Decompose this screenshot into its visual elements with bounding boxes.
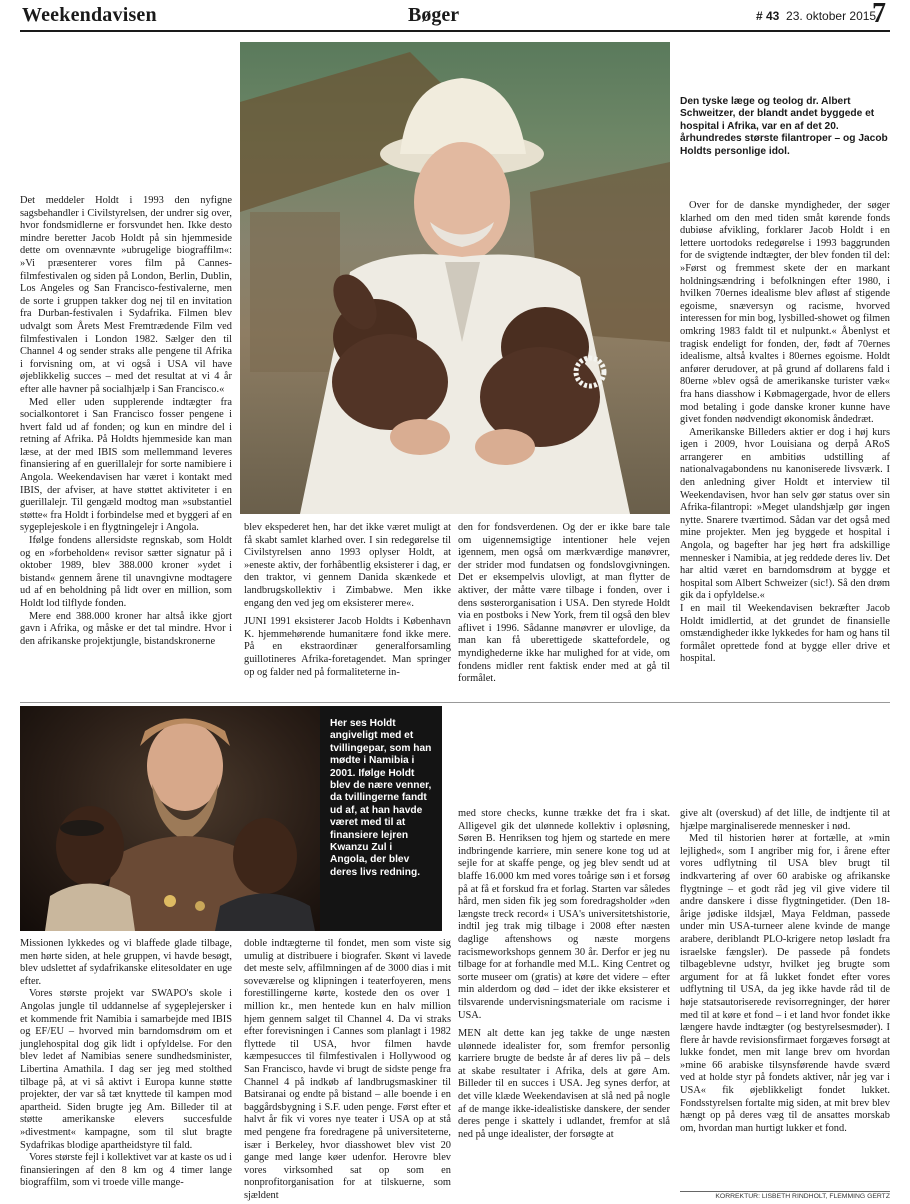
column-5 — [20, 938, 232, 1189]
header-rule — [20, 30, 890, 32]
paragraph: Missionen lykkedes og vi blaffede glade tilbage, men hørte siden, at hele gruppen, vi havde besøgt, blev udslettet af sydafrikanske elitesoldater en uge efter. — [20, 938, 232, 987]
paragraph: give alt (overskud) af det lille, de indtjente til at hjælpe marginaliserede mennesker i nød. — [680, 808, 890, 832]
column-8 — [680, 808, 890, 1188]
paragraph: blev ekspederet hen, har det ikke været muligt at få skabt samlet klarhed over. I sin redegørelse til Civilstyrelsen anno 1993 oplyser Holdt, at »eneste aktiv, der forhåbentlig eksisterer i dag, er den traktor, vi gennem Danida skænkede et landbrugskollektiv i Zimbabwe. Men ikke engang den ved jeg om eksisterer mere«. — [244, 522, 451, 609]
paragraph: JUNI 1991 eksisterer Jacob Holdts i København K. hjemmehørende humanitære fond ikke mere. På en ekstraordinær generalforsamling guillotineres Afrika-foretagendet. Man springer op og falder ned på formaliteterne in- — [244, 616, 451, 678]
paragraph: Det meddeler Holdt i 1993 den nyfigne sagsbehandler i Civilstyrelsen, der undrer sig over, hvor fondsmidlerne er forsvundet hen. Ikke desto mindre beretter Jacob Holdt på sin hjemmeside dette om ovennævnte »ubrugelige biograffilm«: »Vi præsenterer vores film på Cannes-filmfestivalen og siden på London, Berlin, Dublin, Los Angeles og San Francisco-festivalerne, men de sorte i gruppen takker dog nej til en invitation fra Durban-festivalen i Sydafrika. Filmen blev udvalgt som Årets Mest Fremtrædende Film ved filmfestivalen i London 1982. Sælger den til Channel 4 og sender straks alle pengene til Afrika i forvisning om, at vi også i USA vil have øjeblikkelig succes – med det resultat at vi 4 år efter alle havner på socialhjælp i San Francisco.« — [20, 195, 232, 395]
section-divider — [20, 702, 890, 703]
column-1 — [20, 195, 232, 697]
proofreading-credit: KORREKTUR: LISBETH RINDHOLT, FLEMMING GERTZ — [715, 1193, 890, 1200]
paragraph: doble indtægterne til fondet, men som viste sig umulig at distribuere i biografer. Skønt vi lavede det meste selv, affilmningen af de 3000 dias i mit soveværelse og klipningen i teaterfoyeren, mens forestillingerne kørte, kostede den os over 1 million kr., men hentede kun en halv million hjem gennem salget til Channel 4. Da vi straks efter forevisningen i Cannes som planlagt i 1982 flyttede til USA, hvor filmen havde kæmpesucces til filmfestivalen i Hollywood og San Francisco, havde vi brugt de sidste penge fra Channel 4 på indkøb af landbrugsmaskiner til Batsiranai og endte på bistand – alle boende i en baggårdsbygning i S.F. uden penge. Først efter et halvt år fik vi vores nye teater i USA op at stå med pengene fra foredragene på universiteterne, især i Berkeley, hvor diasshowet blev vist 20 gange med lange køer udenfor. Herovre blev vores virksomhed sat op som en nonprofitorganisation for at tilskuerne, som sjældent — [244, 938, 451, 1201]
issue-info — [756, 9, 876, 23]
holdt-twins-illustration — [20, 706, 320, 931]
schweitzer-caption: Den tyske læge og teolog dr. Albert Schweitzer, der blandt andet byggede et hospital i Afrika, var en af det 20. århundredes største filantroper – og Jacob Holdts personlige idol. — [680, 96, 888, 157]
column-7 — [458, 808, 670, 1186]
paragraph: Vores største fejl i kollektivet var at kaste os ud i finansieringen af den 8 km og 4 timer lange biograffilm, som vi troede ville mange- — [20, 1152, 232, 1189]
holdt-twins-caption: Her ses Holdt angiveligt med et tvillingepar, som han mødte i Namibia i 2001. Ifølge Holdt blev de nære venner, da tvillingerne fandt ud af, at han havde været med til at finansiere lejren Kwanzu Zul i Angola, der blev deres livs redning. — [330, 718, 432, 878]
holdt-twins-caption-box — [320, 706, 442, 931]
column-6 — [244, 938, 451, 1201]
paragraph: MEN alt dette kan jeg takke de unge næsten ulønnede idealister for, som fremfor personlig karriere brugte de bedste år af deres liv på – dels at skabe resultater i Afrika, dels at gøre Am. Billeder til en succes i USA. Jeg synes derfor, at det ville klæde Weekendavisen at slå ned på nogle af de mange ikke-idealistiske danskere, der sender deres penge i skattely i udlandet, fremfor at slå ned på unge idealister, der forsøgte at — [458, 1028, 670, 1140]
column-3 — [458, 522, 670, 697]
masthead: Weekendavisen — [22, 4, 157, 26]
paragraph: Over for de danske myndigheder, der søger klarhed om den med tiden småt kørende fonds dubiøse afvikling, forklarer Jacob Holdt i en lettere uortodoks redegørelse i 1993 baggrunden for de svigtende indtægter, der blev fonden til del: »Først og fremmest skete der en markant holdningsændring i befolkningen efter 1980, i hvilken 70ernes idealisme blev afløst af stigende egoisme, snæversyn og racisme, hvorved interessen for min bog, lysbilled-showet og filmen omkring 1983 faldt til et nulpunkt.« Åbenlyst et tragisk endeligt for fonden, der, født af 70ernes idealisme, altså kvaltes i 80ernes egoisme. Holdt anfører derudover, at på grund af dollarens fald i 80erne »blev også de amerikanske turister væk« fra hans diasshow i Købmagergade, hvor de ellers mod betaling i gode danske kroner kunne have givet fonden nødvendigt økonomisk åndedræt. — [680, 200, 890, 426]
paragraph: Med til historien hører at fortælle, at »min lejlighed«, som I angriber mig for, i årene efter vores udflytning til USA blev brugt til indkvartering af over 60 arabiske og afrikanske flygtninge – et godt råd jeg vil give videre til andre danskere i disse flygtningetider. (Den 18-årige jødiske ildsjæl, Maya Feldman, passede under min USA-turneer alene kvinde de mange arabere, deriblandt PLO-krigere netop løsladt fra israelske fængsler). De passede på fondets tilbageblevne udstyr, hvilket jeg brugte som argument for at få lukket fondet efter vores udflytning til USA, da jeg ikke havde råd til de høje statsautoriserede revisorregninger, der hører med til at køre et fond – i et land hvor fondet ikke længere havde indtægter (og bestyrelsesmøder). I flere år havde revisionsfirmaet forgæves forsøgt at lukke fondet, men mit lange brev om hvordan »mine 66 arabiske tilsynsførende havde sværd ved at holde styr på fondets aktiver, når jeg var i USA« fik øjeblikkeligt fondet lukket. Fondsstyrelsen fortalte mig siden, at mit brev blev hængt op på deres væg til de ansattes morskab om, hvordan man hurtigt lukker et fond. — [680, 833, 890, 1134]
footer-rule — [680, 1191, 890, 1192]
paragraph: I en mail til Weekendavisen bekræfter Jacob Holdt imidlertid, at det grundet de finansielle omstændigheder ikke lykkedes for ham og hans til formålet oprettede fond at bygge eller drive et hospital. — [680, 603, 890, 665]
paragraph: Amerikanske Billeders aktier er dog i høj kurs igen i 2009, hvor Louisiana og derpå ARoS arrangerer en ambitiøs udstilling af nationalvagabondens nu kanoniserede livsværk. I den anledning giver Holdt et interview til Weekendavisen, hvor han selv gør status over sin Afrika-filantropi: »Meget ulandshjælp gør ingen nytte. Snarere tværtimod. Sådan var det også med mine projekter. Men jeg byggede et hospital i Angola, og bagefter har jeg hørt fra adskillige mennesker i Namibia, at jeg reddede deres liv. Det har altid været en barndomsdrøm at bygge et hospital som Albert Schweizer (sic!). Så den drøm gik da i opfyldelse.« — [680, 426, 890, 602]
page-number: 7 — [872, 0, 886, 29]
paragraph: den for fondsverdenen. Og der er ikke bare tale om uigennemsigtige intentioner hele vejen igennem, men også om mærkværdige manøvrer, der strider mod fundatsen og fondslovgivningen. Det er eksempelvis ulovligt, at man flytter de aktiver, der måtte være tilbage i fonden, over i dens søsterorganisation i USA. Den styrede Holdt via en postboks i New York, frem til også den blev aflivet i 1996. Sådanne manøvrer er ulovlige, da man kan få uberettigede skattefordele, og myndighederne ikke har mulighed for at vide, om fondens midler rent faktisk ender med at gå til formålet. — [458, 522, 670, 685]
paragraph: Ifølge fondens allersidste regnskab, som Holdt og en »forbeholden« revisor sætter signatur på i oktober 1989, blev 388.000 kroner »ydet i bistand« gennem årene til unavngivne modtagere ud af en beholdning på lidt over en million, som Holdt lod tilflyde fonden. — [20, 535, 232, 609]
paragraph: med store checks, kunne trække det fra i skat. Alligevel gik det ulønnede kollektiv i opløsning, Søren B. Henriksen tog hjem og startede en mere indbringende karriere, min senere kone tog ud at sejle for at skaffe penge, og jeg blev sendt ud at blaffe 16.000 km med vores toårige søn i et forsøg på at få et forskud fra et forlag. Starten var således hård, men siden fik jeg som foredragsholder »den længste treck record« i USA's universitetshistorie, indtil jeg trak mig tilbage i 2008 efter næsten daglige aftenshows og næste morgens racismeworkshops gennem 30 år. Derfor er jeg nu tilbage for at forhandle med M.L. King Centret og sorte museer om (gratis) at køre det videre – efter min alderdom og død – idet der ikke eksisterer et tilsvarende undervisningsmateriale om racisme i USA. — [458, 808, 670, 1021]
paragraph: Mere end 388.000 kroner har altså ikke gjort gavn i Afrika, og måske er det tal mindre. Hvor i den afrikanske projektjungle, bistandskronerne — [20, 610, 232, 647]
issue-number: # 43 — [756, 9, 780, 23]
paragraph: Vores største projekt var SWAPO's skole i Angolas jungle til uddannelse af sygeplejersker i et kommende frit Namibia i samarbejde med IBIS og EF/EU – hvorved min barndomsdrøm om et junglehospital dog gik lidt i opfyldelse. For den blev ledet af Namibias senere sundhedsminister, Libertina Amathila. I dag ser jeg med stolthed tilbage på, at vi så aktivt i Europa kunne støtte projekter, der var så tæt knyttede til kampen mod apartheid. Siden brugte jeg Am. Billeder til at støtte amerikanske elevers succesfulde »divestment« kampagne, som til slut bragte Sydafrikas blodige apartheidstyre til fald. — [20, 988, 232, 1151]
column-2 — [244, 522, 451, 697]
issue-date: 23. oktober 2015 — [786, 9, 877, 23]
schweitzer-illustration — [240, 42, 670, 514]
schweitzer-photo — [240, 42, 670, 514]
holdt-twins-photo — [20, 706, 320, 931]
section-title: Bøger — [408, 4, 460, 26]
column-4 — [680, 200, 890, 697]
paragraph: Med eller uden supplerende indtægter fra socialkontoret i San Francisco fosser pengene i hvert fald ud af fonden; og kun en mindre del i retning af Afrika. På Holdts hjemmeside kan man læse, at der med IBIS som mellemmand leveres finansiering af en guerillalejr for sorte namibiere i Angola. Weekendavisen har været i kontakt med IBIS, der afviser, at have støttet aktiviteter i en guerillalejr. Til gengæld modtog man »substantiel støtte« fra Holdt i forbindelse med et byggeri af en sygeplejeskole i en flygtningelejr i Angola. — [20, 396, 232, 534]
